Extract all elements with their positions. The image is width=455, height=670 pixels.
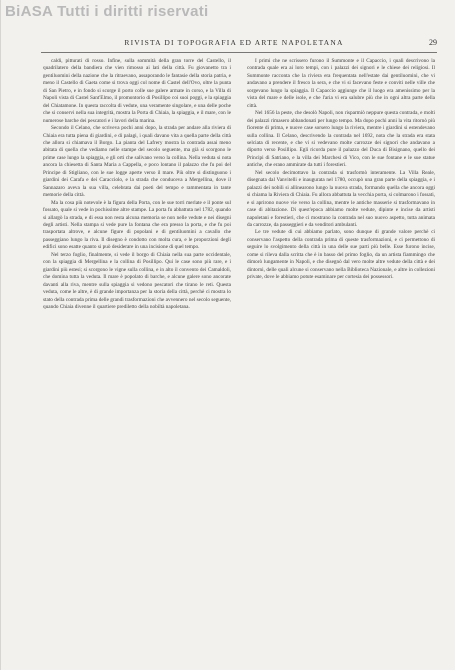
left-column xyxy=(43,58,231,654)
right-column xyxy=(247,58,435,654)
paragraph: Le tre vedute di cui abbiamo parlato, sono dunque di grande valore perchè ci conservano l'aspetto della contrada prima di queste trasformazioni, e ci permettono di seguire lo svolgimento della città in una delle sue parti più belle. Esse furono incise, come si rileva dalla scritta che è in basso del primo foglio, da un artista fiammingo che dimorò lungamente in Napoli, e che disegnò dal vero molte altre vedute della città e dei dintorni, delle quali alcune si conservano nella Biblioteca Nazionale, e altre in collezioni private, dove le abbiamo potute esaminare per cortesia dei possessori. xyxy=(247,229,435,281)
paragraph: Ma la cosa più notevole è la figura della Porta, con le sue torri merlate e il ponte sul fossato, quale si vede in pochissime altre stampe. La porta fu abbattuta nel 1782, quando si allargò la strada, e di essa non resta alcuna memoria se non nelle vedute e nei disegni degli artisti. Nella stampa si vede pure la fontana che era presso la porta, e che fu poi trasportata altrove, e alcune figure di popolani e di gentiluomini a cavallo che passeggiano lungo la riva. Il disegno è condotto con molta cura, e le proporzioni degli edifici sono esatte quanto si può desiderare in una incisione di quel tempo. xyxy=(43,199,231,251)
running-title: RIVISTA DI TOPOGRAFIA ED ARTE NAPOLETANA xyxy=(124,38,344,47)
paragraph: Nel secolo decimottavo la contrada si trasformò interamente. La Villa Reale, disegnata dal Vanvitelli e inaugurata nel 1780, occupò una gran parte della spiaggia, e i palazzi dei nobili si allinearono lungo la nuova strada, formando quella che ancora oggi si chiama la Riviera di Chiaia. Fu allora abbattuta la vecchia porta, si colmarono i fossati, e si aprirono nuove vie verso la collina, mentre le antiche masserie si trasformavano in case di abitazione. Di quest'epoca abbiamo molte vedute, dipinte e incise da artisti napoletani e forestieri, che ci mostrano la contrada nel suo nuovo aspetto, tutta animata da carrozze, da passeggieri e da venditori ambulanti. xyxy=(247,169,435,228)
paragraph: caldi, pitturati di rosso. Infine, sulla sommità della gran torre del Castello, il quadrilatero della bandiera che vien rimosso ai lati della città. Fu giovanetto tra i gentiluomini della nazione che la ritraevano, assaporando le fantasie della storia patria, e meno il Castello di Gaeta come si trova oggi col nome di Castel dell'Ovo, oltre la punta di San Pietro, e in fondo si scorge il porto colle sue galere armate in corso, e la Villa di Napoli vista di Castel Sant'Elmo, il promontorio di Posillipo coi suoi poggi, e la spiaggia del Chiatamone. In questa raccolta di vedute, una veramente singolare, e una delle poche che si conservi nella sua integrità, mostra la Porta di Chiaia, la spiaggia, e il mare, con le numerose barche dei pescatori e i lavori della marina. xyxy=(43,58,231,124)
page-number: 29 xyxy=(429,38,437,47)
text-columns xyxy=(43,58,435,658)
watermark: BiASA Tutti i diritti riservati xyxy=(5,3,209,20)
running-head xyxy=(1,38,455,52)
paragraph: I primi che ne scrissero furono il Summonte e il Capaccio, i quali descrivono la contrada quale era ai loro tempi, con i palazzi dei signori e le chiese dei religiosi. Il Summonte racconta che la riviera era frequentata nell'estate dai gentiluomini, che vi andavano a prendere il fresco la sera, e che vi si facevano feste e conviti nelle ville che sorgevano lungo la spiaggia. Il Capaccio aggiunge che il luogo era amenissimo per la vista del mare e delle isole, e che l'aria vi era salubre più che in ogni altra parte della città. xyxy=(247,58,435,109)
header-rule xyxy=(41,52,437,53)
paragraph: Nel terzo foglio, finalmente, si vede il borgo di Chiaia nella sua parte occidentale, con la spiaggia di Mergellina e la collina di Posillipo. Qui le case sono più rare, e i giardini più estesi; si scorgono le vigne sulla collina, e in alto il convento dei Camaldoli, che domina tutta la veduta. Il mare è popolato di barche, e alcune galere sono ancorate davanti alla riva, mentre sulla spiaggia si vedono pescatori che tirano le reti. Questa veduta, come le altre, è di grande importanza per la storia della città, perchè ci mostra lo stato della contrada prima delle grandi trasformazioni che avvennero nel secolo seguente, quando Chiaia divenne il quartiere prediletto della nobiltà napoletana. xyxy=(43,251,231,310)
paragraph: Nel 1656 la peste, che desolò Napoli, non risparmiò neppure questa contrada, e molti dei palazzi rimasero abbandonati per lungo tempo. Ma dopo pochi anni la vita ritornò più fiorente di prima, e nuove case sorsero lungo la riviera, mentre i giardini si estendevano sulla collina. Il Celano, descrivendo la contrada nel 1692, nota che la strada era stata selciata di recente, e che vi si vedevano molte carrozze dei signori che andavano a diporto verso Posillipo. Egli ricorda pure il palazzo del Duca di Bisignano, quello dei Principi di Satriano, e la villa dei Marchesi di Vico, con le sue fontane e le sue statue antiche, che erano ammirate da tutti i forestieri. xyxy=(247,110,435,169)
paragraph: Secondo il Celano, che scriveva pochi anni dopo, la strada per andare alla riviera di Chiaia era tutta piena di giardini, e di palagi, i quali davano vita a quella parte della città che allora si chiamava il Borgo. La pianta del Lafrery mostra la contrada assai meno abitata di quella che vediamo nelle stampe del secolo seguente, ma già si scorgono le prime case lungo la spiaggia, e gli orti che salivano verso la collina. Nella veduta si nota ancora la chiesetta di Santa Maria a Cappella, e poco lontano il palazzo che fu poi del Principe di Stigliano, con le sue logge aperte verso il mare. Più oltre si distinguono i giardini dei Carafa e dei Caracciolo, e la strada che conduceva a Mergellina, dove il Sannazaro aveva la sua villa, celebrata dai poeti del tempo e rammentata in tante memorie della città. xyxy=(43,125,231,199)
